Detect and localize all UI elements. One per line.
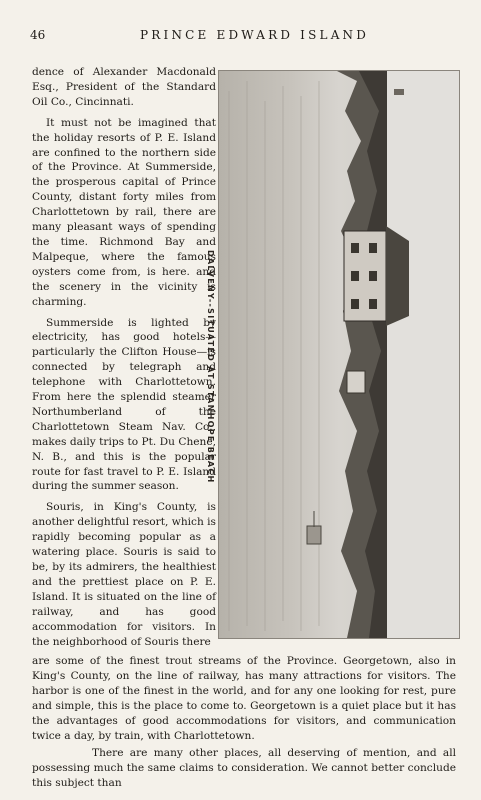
photo-caption: DALVENY--SITUATED AT STANHOPE BEACH [206, 250, 215, 484]
paragraph-conclusion: There are many other places, all deserving of mention, and all possessing much the same claims to consideration. We cannot better conclude this subject than [32, 747, 456, 790]
photograph-illustration [219, 71, 459, 638]
photo-caption-wrap [196, 250, 216, 490]
text-column [32, 65, 216, 655]
paragraph-souris: Souris, in King's County, is another delightful resort, which is rapidly becoming popular as a watering place. Souris is said to be, by its admirers, the healthiest and the prettiest place on P. E. Island. It is situated on the line of railway, and has good accommodation for visitors. In the neighborhood of Souris there [32, 501, 216, 648]
paragraph-summerside-intro: It must not be imagined that the holiday resorts of P. E. Island are confined to the northern side of the Province. At Summerside, the prosperous capital of Prince County, distant forty miles from Charlottetown by rail, there are many pleasant ways of spending the time. Richmond Bay and Malpeque, where the famous oysters come from, is here. and the scenery in the vicinity is charming. [32, 116, 216, 308]
paragraph-summerside-services: Summerside is lighted by electricity, has good hotels—particularly the Clifton House—is connected by telegraph and telephone with Charlottetown. From here the splendid steamer Northumberland of the Charlottetown Steam Nav. Co., makes daily trips to Pt. Du Chene, N. B., and this is the popular route for fast travel to P. E. Island during the summer season. [32, 316, 216, 493]
paragraph-continuation: dence of Alexander Macdonald Esq., President of the Standard Oil Co., Cincinnati. [32, 66, 216, 108]
photograph-dalveny [218, 70, 460, 639]
paragraph-georgetown: are some of the finest trout streams of the Province. Georgetown, also in King's County, on the line of railway, has many attractions for visitors. The harbor is one of the finest in the world, and for any one looking for rest, pure and simple, this is the place to come to. Georgetown is a quiet place but it has the advantages of good accommodations for visitors, and communication twice a day, by train, with Charlottetown. [32, 655, 456, 742]
full-width-text [32, 654, 456, 791]
page-header [30, 28, 451, 46]
page-number: 46 [30, 28, 46, 42]
running-title: PRINCE EDWARD ISLAND [140, 28, 370, 42]
